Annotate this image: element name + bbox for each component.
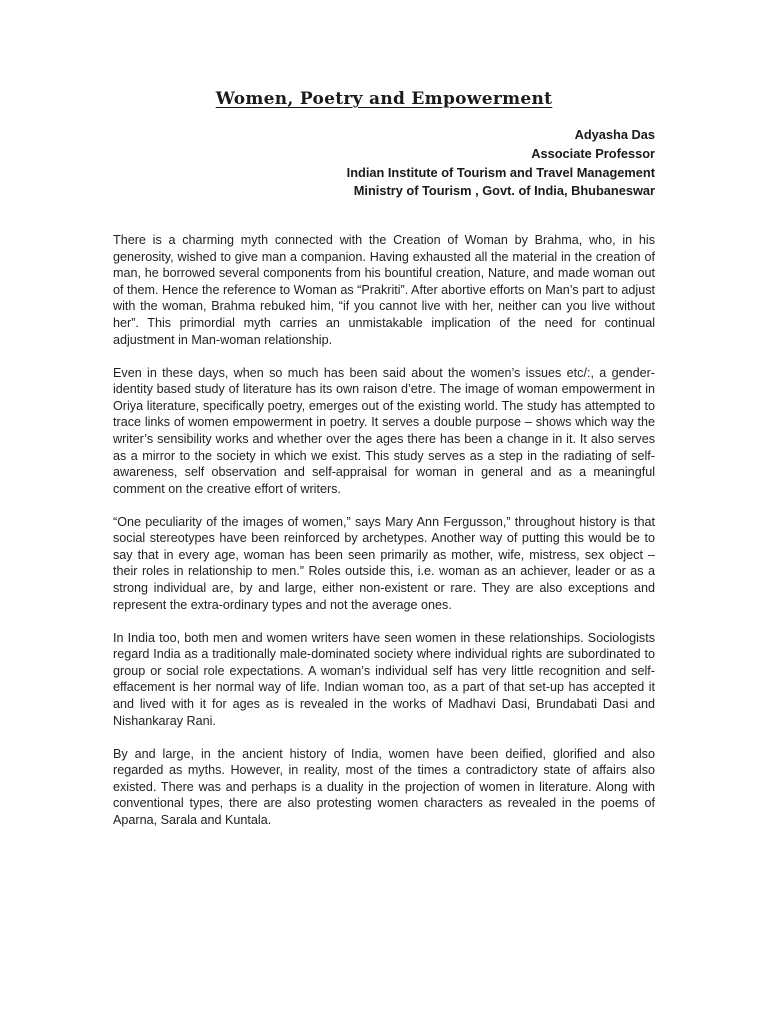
paragraph-3: “One peculiarity of the images of women,” says Mary Ann Fergusson,” throughout history is that social stereotypes have been reinforced by archetypes. Another way of putting this would be to say that in every age, woman has been seen primarily as mother, wife, mistress, sex object – their roles in relationship to men.” Roles outside this, i.e. woman as an achiever, leader or as a strong individual are, by and large, either non-existent or rare. They are also exceptions and represent the extra-ordinary types and not the average ones.: [113, 514, 655, 612]
paragraph-2: Even in these days, when so much has been said about the women’s issues etc/:, a gender-identity based study of literature has its own raison d’etre. The image of woman empowerment in Oriya literature, specifically poetry, emerges out of the existing world. The study has attempted to trace links of women empowerment in poetry. It serves a double purpose – shows which way the writer’s sensibility works and whether over the ages there has been a change in it. It also serves as a mirror to the society in which we exist. This study serves as a step in the radiating of self-awareness, self observation and self-appraisal for woman in general and as a meaningful comment on the creative effort of writers.: [113, 365, 655, 496]
author-name: Adyasha Das: [574, 127, 655, 142]
author-block: [347, 126, 655, 201]
title-text: Women, Poetry and Empowerment: [215, 89, 553, 109]
author-institution: Indian Institute of Tourism and Travel Management: [346, 164, 655, 180]
paragraph-5: By and large, in the ancient history of India, women have been deified, glorified and also regarded as myths. However, in reality, most of the times a contradictory state of affairs also existed. There was and perhaps is a duality in the projection of women in literature. Along with conventional types, there are also protesting women characters as revealed in the poems of Aparna, Sarala and Kuntala.: [113, 746, 655, 827]
author-ministry: Ministry of Tourism , Govt. of India, Bhubaneswar: [353, 183, 655, 199]
paragraph-1: There is a charming myth connected with the Creation of Woman by Brahma, who, in his generosity, wished to give man a companion. Having exhausted all the material in the creation of man, he borrowed several components from his bountiful creation, Nature, and made woman out of them. Hence the reference to Woman as “Prakriti”. After abortive efforts on Man’s part to adjust with the woman, Brahma rebuked him, “if you cannot live with her, neither can you live without her”. This primordial myth carries an unmistakable implication of the need for continual adjustment in Man-woman relationship.: [113, 233, 655, 347]
body-text: [113, 232, 655, 845]
author-position: Associate Professor: [531, 145, 655, 161]
paragraph-4: In India too, both men and women writers have seen women in these relationships. Sociologists regard India as a traditionally male-dominated society where individual rights are subordinated to group or social role expectations. A woman’s individual self has very little recognition and self-effacement is her normal way of life. Indian woman too, as a part of that set-up has accepted it and lived with it for ages as is revealed in the works of Madhavi Dasi, Brundabati Dasi and Nishankaray Rani.: [113, 630, 655, 728]
document-title: [0, 89, 768, 109]
